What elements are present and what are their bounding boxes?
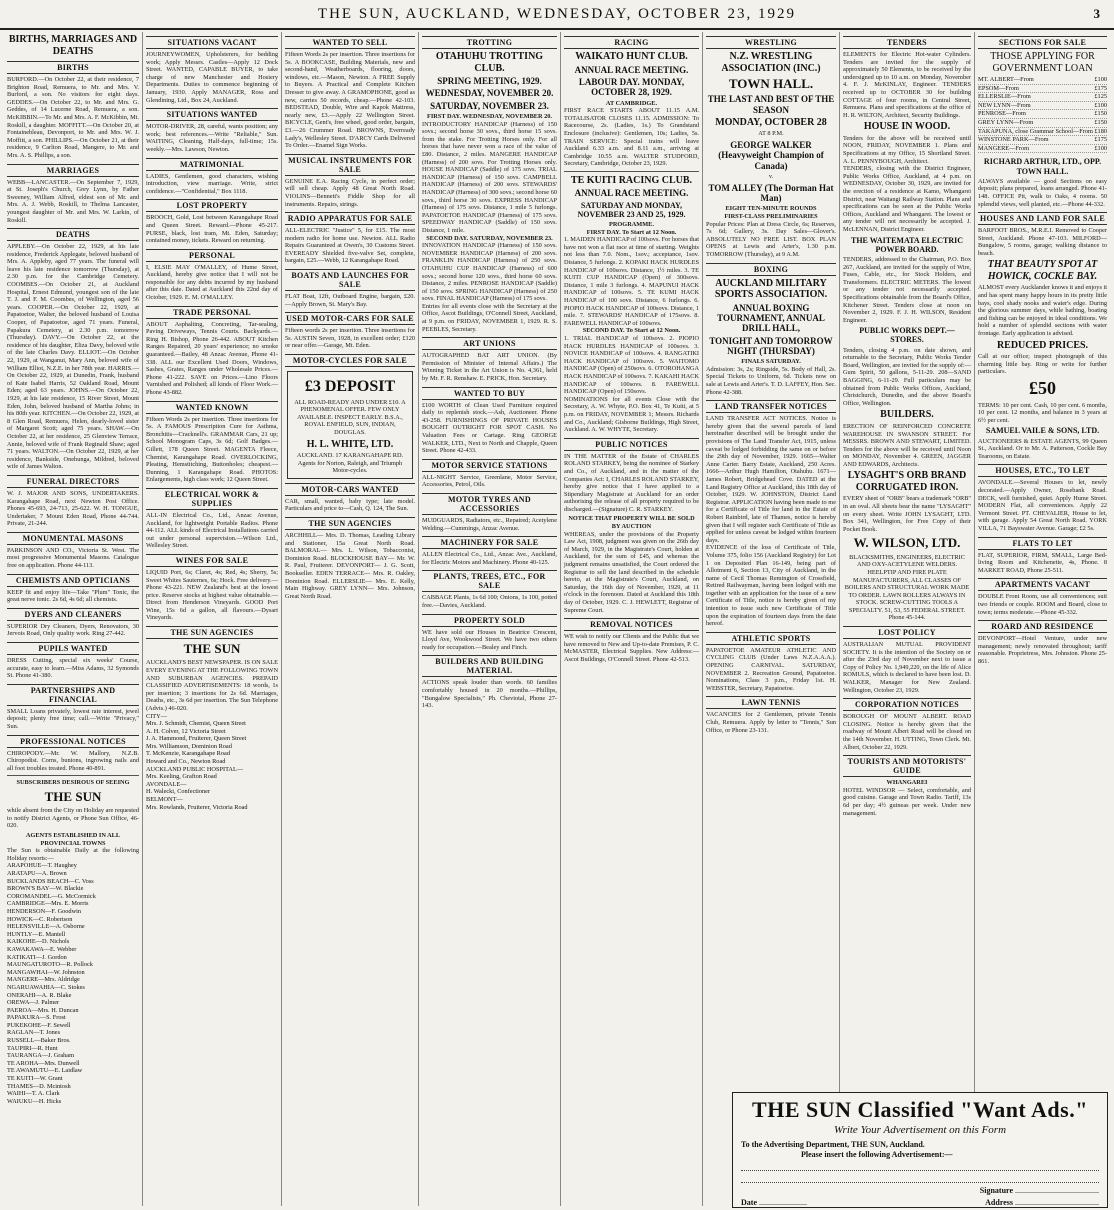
labour-day: LABOUR DAY. MONDAY, OCTOBER 28, 1929.: [578, 76, 685, 98]
tenders2-text: TENDERS, closing with the District Engineer, Public Works Office, Auckland, at 4 p.m. on WEDNESDAY, October 30, 1929, are invited for the erection of a residence at Kamo, Whangarei District, near Waitangi Railway Station. Plans and specifications can be seen at the Public Works Offices, Auckland and Whangarei. The lowest or any tender will not necessarily be accepted. J. McLENNAN, District Engineer.: [843, 165, 971, 233]
entries-text: Entries for all events close with the Secretary at the Office, Ascot Buildings, O'Connell Street, Auckland, at 9 p.m. on FRIDAY, NOVEMBER 1, 1929. R. S. PEEBLES, Secretary.: [422, 302, 557, 333]
wanted-sell-heading: WANTED TO SELL: [285, 36, 415, 49]
price-location: ELLERSLIE—From: [978, 93, 1031, 101]
chemists-text: KEEP fit and enjoy life—Take "Plum" Tonic, the great nerve tonic. 2s 6d, 4s 6d; all chemists.: [7, 588, 139, 604]
pupils-text: DRESS Cutting, special six weeks' Course, accurate, easy to learn.—Miss Adams, 32 Symonds St. Phone 41-380.: [7, 657, 139, 680]
price-row: [978, 128, 1107, 137]
professional-heading: PROFESSIONAL NOTICES: [7, 735, 139, 748]
white-name: H. L. WHITE, LTD.: [306, 438, 394, 450]
agent-list-item: TE AROHA—Mrs. Dunwell: [7, 1059, 80, 1067]
apartments-heading: APARTMENTS VACANT: [978, 578, 1107, 591]
column-racing: [561, 32, 703, 1206]
programme: PROGRAMME.: [609, 221, 654, 229]
price-row: [978, 145, 1107, 154]
pwd-text: Tenders, closing 4 p.m. on date shown, and returnable to the Secretary, Public Works Tender Board, Wellington, are invited for the supply of:— Gum Spirit, 50 gallons, 5-11-29. 208—SAND BAGGING, 6-11-29. Full particulars may be obtained from Public Works Offices, Auckland, Christchurch, Dunedin, and the above Board's Office, Wellington.: [843, 346, 971, 407]
motor-service-heading: MOTOR SERVICE STATIONS: [422, 459, 557, 472]
kuiti-dates: SATURDAY AND MONDAY, NOVEMBER 23 AND 25, 1929.: [577, 200, 686, 219]
city-agent-item: J. A. Hammond, Fruiterer, Queen Street: [146, 735, 247, 743]
date-label: Date: [741, 1198, 757, 1207]
price-location: WINSTONE PARK—From: [978, 136, 1049, 144]
agent-list-item: OREWA—J. Palmer: [7, 999, 60, 1007]
kuiti-meeting: ANNUAL RACE MEETING.: [574, 188, 689, 199]
kuiti-first-text: 1. MAIDEN HANDICAP of 100sovs. For horses that have not won a flat race at time of starting. Weights not less than 7.0. Nom., 1sov.; acceptance, 1sov. Distance, 5 furlongs. 2. KOPAKI HACK HURDLES HANDICAP of 100sovs. Distance, 1½ miles. 3. TE KUITI CUP HANDICAP (Open) of 300sovs. Distance, 1 mile 3 furlongs. 4. MAPUNUI HACK HANDICAP of 100sovs. 5. TE KUMI HACK HANDICAP of 100 sovs. Distance, 6 furlongs. 6. PIOPIO HACK HANDICAP of 100sovs. Distance, 1 mile. 7. STEWARDS' HANDICAP of 175sovs. 8. FAREWELL HANDICAP of 100sovs.: [564, 236, 699, 327]
cars-wanted-heading: MOTOR-CARS WANTED: [285, 483, 415, 496]
kuiti-second-text: 1. TRIAL HANDICAP of 100sovs. 2. PIOPIO HACK HURDLES HANDICAP of 100sovs. 3. NOVICE HANDICAP of 100sovs. 4. RANGATIKI HACK HANDICAP of 100sovs. 5. WAITOMO HANDICAP (Open) of 250sovs. 6. OTOROHANGA HACK HANDICAP of 100sovs. 7. KAKAHI HACK HANDICAP of 100sovs. 8. FAREWELL HANDICAP (Open) of 150sovs.: [564, 335, 699, 396]
tenders-text: ELEMENTS for Electric Hot-water Cylinders. Tenders are invited for the supply of approximately 50 Elements, to be received by the undersigned up to 10 a.m. on Monday, November 4. F. J. McKINLAY, Engineer. TENDERS received up to OCTOBER 30 for building COTTAGE of four rooms, in Central Street, Remuera. Plans and specifications at the office of H. R. WILTON, Architect, Security Buildings.: [843, 51, 971, 119]
classified-form: [732, 1092, 1108, 1208]
agent-list-item: PUKEKOHE—F. Sewell: [7, 1021, 71, 1029]
wanted-buy-text: £100 WORTH of Clean Used Furniture required daily to replenish stock.—Ash, Auctioneer. Phone 43-258. FURNISHINGS OF PRIVATE HOUSES BOUGHT OUTRIGHT FOR SPOT CASH. No Valuation Fees or Cartage. Ring GEORGE WALKER, LTD., Next to North and Chapple, Queen Street. Phone 42-433.: [422, 401, 557, 455]
agent-list-item: KATIKATI—J. Gordon: [7, 953, 67, 961]
athletic-text: PAPATOETOE AMATEUR ATHLETIC AND CYCLING CLUB (Under Laws N.Z.A.A.A.). OPENING CARNIVAL. SATURDAY, NOVEMBER 2. Recreation Ground, Papatoetoe. Nominations, Class 3 p.m., Friday 1st. H. WEBSTER, Secretary, Papatoetoe.: [706, 646, 836, 692]
alley: TOM ALLEY (The Dorman Hat Man): [708, 182, 834, 204]
wrestling-assoc: N.Z. WRESTLING ASSOCIATION (INC.): [721, 51, 821, 74]
reduced-text: Call at our office; inspect photograph of this charming little bay. Ring or write for further particulars.: [978, 353, 1107, 376]
deposit-headline: £3 DEPOSIT: [304, 378, 396, 396]
agent-list-item: KAIKOHE—D. Nichols: [7, 938, 70, 946]
column-sections: [975, 32, 1110, 1206]
beauty-heading: THAT BEAUTY SPOT AT HOWICK, COCKLE BAY.: [987, 259, 1098, 282]
reduced-heading: REDUCED PRICES.: [996, 339, 1089, 351]
motor-service-text: ALL-NIGHT Service, Greenlane, Motor Service, Accessories, Petrol, Oils.: [422, 473, 557, 489]
city-agent-item: AVONDALE—: [146, 780, 187, 788]
board-heading: ROARD AND RESIDENCE: [978, 620, 1107, 633]
cambridge: AT CAMBRIDGE.: [605, 99, 658, 107]
monumental-heading: MONUMENTAL MASONS: [7, 532, 139, 545]
radio-text: ALL-ELECTRIC "Justice" 5, for £15. The most modern radio for home use. Newton. ALL Radio Repairs Guaranteed at Owen's, 30 Customs Street. EVEREADY Shielded five-valve Set, complete, bargain, £25.—Webb, 12 Karangahape Road.: [285, 227, 415, 265]
form-date-row: Date ........................ Address ..........................................: [741, 1198, 1099, 1207]
signature-label: Signature: [979, 1186, 1013, 1195]
sections-heading: SECTIONS FOR SALE: [978, 36, 1107, 49]
vaile-text: AUCTIONEERS & ESTATE AGENTS, 99 Queen St., Auckland. Or to Mr. A. Patterson, Cockle Bay Tearooms, on Estate.: [978, 437, 1107, 460]
price-location: NEW LYNN—From: [978, 101, 1031, 109]
marriages-text: WEBB—LANCASTER.—On September 7, 1929, at St. Joseph's Church, Grey Lynn, by Father Sweeney, William Alfred, eldest son of Mr. and Mrs. A. J. Webb, Roskill, to Thelma Lancaster, youngest daughter of Mr. and Mrs. W. Larkin, of Roskill.: [7, 178, 139, 224]
form-please: Please insert the following Advertisement:—: [801, 1150, 953, 1159]
flats-text: FLAT, SUPERIOR, FIRM, SMALL, Large Bed-living Room and Kitchenette, 4s, Phone. 8 MARKET ROAD, Phone 25-511.: [978, 551, 1107, 574]
masthead: [0, 0, 1114, 30]
agencies-text: AUCKLAND'S BEST NEWSPAPER. IS ON SALE EVERY EVENING AT THE FOLLOWING TOWN AND SUBURBAN AGENCIES. PREPAID CLASSIFIED ADVERTISEMENTS: 18 words, 1s per insertion; 3 insertions for 2s 6d. Marriages, Deaths, etc., 3s 6d per insertion. The Sun Telephone (Advts.) 46-020.: [146, 659, 278, 712]
price-list: [978, 76, 1107, 153]
houses-let-heading: HOUSES, ETC., TO LET: [978, 464, 1107, 477]
funeral-heading: FUNERAL DIRECTORS: [7, 475, 139, 488]
price-row: [978, 110, 1107, 119]
agent-list-item: MANGERE—Mrs. Aldridge: [7, 976, 80, 984]
price-value: £175: [1094, 136, 1107, 144]
white-text: AUCKLAND. 17 KARANGAHAPE RD. Agents for Norton, Raleigh, and Triumph Motor-cycles.: [296, 452, 404, 475]
arthur-heading: RICHARD ARTHUR, LTD., OPP. TOWN HALL.: [983, 157, 1102, 176]
city-agent-item: CITY—: [146, 712, 167, 720]
price-value: £125: [1094, 93, 1107, 101]
monumental-text: PARKINSON AND CO., Victoria St. West. The most progressive Monumental Masons. Catalogue free on application. Phone 44-113.: [7, 546, 139, 570]
corporation-heading: CORPORATION NOTICES: [843, 698, 971, 711]
prelims: FIRST-CLASS PRELIMINARIES: [724, 212, 818, 220]
matrimonial-text: LADIES, Gentlemen, good characters, wishing introduction, view marriage. Write, strict confidence.—"Confidential," Box 1118.: [146, 172, 278, 195]
machinery-text: ALLEN Electrical Co., Ltd., Anzac Ave., Auckland, for Electric Motors and Machinery. Phone 40-125.: [422, 551, 557, 566]
trade-text: ABOUT Asphalting, Concreting, Tar-sealing, Paving Driveways, Tennis Courts. Backyards.—Ring H. Bishop, Phone 26-442. ABOUT Kitchen Ranges Repaired, 20 years' experience; no smoke guaranteed.—Bailey, 48 Anzac Avenue, Phone 41-338. ALL our Excellent Used Doors, Windows, Sashes, Grates, Ranges under Wholesale Prices.—Phone 41-222. SAVE on Prices.—Lino Floors Varnished and Polished; all kinds of Floor Work.—Phone 43-882.: [146, 320, 278, 396]
used-cars-text: Fifteen words 2s per insertion. Three insertions for 5s. AUSTIN Seven, 1928, in excellent order; £120 or near offer.—Garage, Mt. Eden.: [285, 327, 415, 350]
agencies-cont-heading: THE SUN AGENCIES: [285, 517, 415, 530]
house-heading: HOUSE IN WOOD.: [863, 121, 951, 133]
radio-heading: RADIO APPARATUS FOR SALE: [285, 212, 415, 225]
form-subtitle: Write Your Advertisement on this Form: [833, 1124, 1007, 1136]
page-number: 3: [1093, 6, 1100, 21]
agent-list-item: TAURANGA—J. Graham: [7, 1052, 75, 1060]
city-agents-list: [146, 713, 278, 812]
motor-fittings-heading: MOTOR TYRES AND ACCESSORIES: [422, 493, 557, 515]
plants-text: CABBAGE Plants, 1s 6d 100; Onions, 1s 100, potted free.—Davies, Auckland.: [422, 594, 557, 609]
deposit-text: ALL ROAD-READY AND UNDER £10. A PHENOMENAL OFFER. FEW ONLY AVAILABLE. INSPECT EARLY. B.S.A., ROYAL ENFIELD, SUN, INDIAN, DOUGLAS.: [294, 398, 406, 436]
agent-list-item: KAWAKAWA—E. Webber: [7, 945, 77, 953]
subscribers-text: while absent from the City on Holiday are requested to notify District Agents, or Phone Sun Office, 46-020.: [7, 807, 139, 830]
price-value: £175: [1094, 84, 1107, 92]
first-day-text: INTRODUCTORY HANDICAP (Harness) of 150 sovs.; second horse 30 sovs., third horse 15 sovs. from the stake. For Trotting Horses only. For all horses that have never won a race of the value of £80. Distance, 2 miles. MANGERE HANDICAP (Harness) of 200 sovs. For Trotting Horses only. HOUSE HANDICAP (Saddle) of 175 sovs. TRIAL HANDICAP (Harness) of 150 sovs. CAMPBELL HANDICAP (Harness) of 200 sovs. STEWARDS' HANDICAP (Harness) of 300 sovs.; second horse 60 sovs., third horse 30 sovs. EXPRESS HANDICAP (Harness) of 175 sovs. Distance, 1 mile 5 furlongs. PAPATOETOE HANDICAP (Harness) of 175 sovs. SPEEDWAY HANDICAP (Saddle) of 150 sovs. Distance, 1 mile.: [422, 120, 557, 234]
deaths-heading: DEATHS: [7, 228, 139, 241]
sit-wanted-text: MOTOR-DRIVER, 28, careful, wants position; any work; best references.—Write "Reliable," Sun. WAITING, Cleaning, Half-days, full-time; 15s. weekly.—Mrs. Lawson, Newton.: [146, 123, 278, 153]
agencies-heading: THE SUN AGENCIES: [146, 626, 278, 639]
vaile-heading: SAMUEL VAILE & SONS, LTD.: [985, 426, 1100, 436]
finals: FINALS SATURDAY.: [741, 358, 801, 366]
agent-list-item: BROWN'S BAY—W. Blackie: [7, 885, 84, 893]
pwd-heading: PUBLIC WORKS DEPT.—STORES.: [859, 326, 955, 345]
tennis-text: VACANCIES for 2 Gentlemen, private Tennis Club, Remuera. Apply by letter to "Tennis," Sun Office, or Phone 23-131.: [706, 711, 836, 734]
versus: v.: [768, 173, 774, 181]
sit-vacant-heading: SITUATIONS VACANT: [146, 36, 278, 49]
boats-heading: BOATS AND LAUNCHES FOR SALE: [285, 269, 415, 291]
divider: [564, 171, 699, 172]
lost-policy-text: AUSTRALIAN MUTUAL PROVIDENT SOCIETY. It is the intention of the Society on or after the 23rd day of November next to issue a Copy of Policy No. 1,949,220, on the life of Alice ROMULS, which is declared to have been lost. D. WALKER, Manager for New Zealand. Wellington, October 23, 1929.: [843, 641, 971, 694]
tournament: ANNUAL BOXING TOURNAMENT, ANNUAL DRILL HALL,: [717, 302, 825, 334]
apartments-text: DOUBLE Front Room, use all conveniences; suit two friends or couple. ROOM and Board, close to town; terms moderate.—Phone 45-332.: [978, 593, 1107, 616]
form-signature-row: Signature ..........................................: [979, 1186, 1099, 1195]
price-big: £50: [1029, 377, 1056, 398]
matrimonial-heading: MATRIMONIAL: [146, 158, 278, 171]
orb-heading: LYSAGHT'S ORB BRAND CORRUGATED IRON.: [847, 470, 967, 493]
form-write-line[interactable]: [741, 1164, 1099, 1171]
agencies-logo: THE SUN: [183, 641, 241, 657]
auction-heading: NOTICE THAT PROPERTY WILL BE SOLD BY AUCTION: [568, 515, 695, 531]
sit-vacant-text: JOURNEYWOMEN, Upholsterers, for bedding work; Apply Messrs. Castles—Apply 12 Dock Street. WANTED, CAPABLE BUYER, to take charge of new Manchester and Hosiery Departments. Duties to commence beginning of January, 1930. Apply MANAGER, Ross and Glendining, Ltd., Box 24, Auckland.: [146, 51, 278, 104]
corporation-text: BOROUGH OF MOUNT ALBERT. ROAD CLOSING. Notice is hereby given that the roadway of Mount Albert Road will be closed on the 14th November. H. UTTING, Town Clerk. Mt. Albert, October 22, 1929.: [843, 713, 971, 751]
orb-text: EVERY sheet of "ORB" bears a trademark "ORB" in an oval. All sheets bear the name "LYSAGHT" on every sheet. Write JOHN LYSAGHT, LTD. Box 341, Wellington, for Free Copy of their Pocket Book.: [843, 495, 971, 533]
price-value: £100: [1094, 76, 1107, 83]
agent-list-item: PAEROA—Mrs. H. Duncan: [7, 1006, 79, 1014]
agent-list-item: PAPAKURA—S. Frost: [7, 1014, 66, 1022]
houses-let-text: AVONDALE.—Several Houses to let, newly decorated.—Apply Owner, Rosebank Road. DECK, well furnished, quiet. Apply Hume Street. MODERN Flat, all conveniences. Apply 22 Vermont Street. PT. CHEVALIER, House to let, with garage. Apply 54 Great North Road. YORK VILLA, 71 Bayswater Avenue. Garage; £2 5s.: [978, 479, 1107, 533]
price-location: TAKAPUNA, close Grammar School—From: [978, 127, 1093, 135]
waikato-text: FIRST RACE STARTS ABOUT 11.15 A.M. TOTALISATOR CLOSES 11.15. ADMISSION: To Racecourse, 2s. (Ladies, 1s.) To Grandstand Enclosure (inclusive): Gentlemen, 10s; Ladies, 5s. TRAIN SERVICE: Special trains will leave Auckland 6.33 a.m. and 8.11 a.m., arriving at Cambridge 10.55 a.m. WALTER STUDFORD, Secretary, Cambridge, October 23, 1929.: [564, 107, 699, 168]
houses-land-heading: HOUSES AND LAND FOR SALE: [979, 214, 1105, 224]
first-day-heading: FIRST DAY. WEDNESDAY, NOVEMBER 20.: [427, 113, 552, 121]
boxing-heading: BOXING: [706, 263, 836, 276]
price-location: MT. ALBERT—From: [978, 76, 1034, 83]
personal-text: I, ELSIE MAY O'MALLEY, of Hume Street, Auckland, hereby give notice that I will not be responsible for any debts incurred by my husband after this date. Dated at Auckland this 22nd day of October, 1929. E. M. O'MALLEY.: [146, 263, 278, 302]
city-agent-item: Mrs. Williamson, Dominion Road: [146, 742, 232, 750]
agent-list-item: CAMBRIDGE—Mrs. E. Morris: [7, 900, 89, 908]
city-agent-item: AUCKLAND PUBLIC HOSPITAL—: [146, 765, 244, 773]
builders-tender-text: ERECTION OF REINFORCED CONCRETE WAREHOUSE IN SWANSON STREET. For MESSRS. BROWN AND STEWART, LIMITED. Tenders for the above will be received until Noon on MONDAY, November 4. GREEN, JAGGER AND EDWARDS, Architects.: [843, 422, 971, 468]
wrestling-heading: WRESTLING: [706, 36, 836, 49]
spring-meeting: SPRING MEETING, 1929.: [437, 76, 542, 86]
first-date: WEDNESDAY, NOVEMBER 20.: [425, 88, 554, 99]
form-to-line: To the Advertising Department, THE SUN, Auckland.: [741, 1140, 925, 1149]
price-value: £180: [1094, 127, 1107, 135]
lost-policy-heading: LOST POLICY: [843, 626, 971, 639]
electrical-heading: ELECTRICAL WORK & SUPPLIES: [146, 488, 278, 510]
prelims-text: Popular Prices: Plan at Dress Circle, 6s; Reserves, 7s 6d; Gallery, 3s. Day Sales—Glover's. ABSOLUTELY NO FREE LIST. BOX PLAN OPENS at Lewis and Arter's, 1.30 p.m. TOMORROW (Thursday), at 9 A.M.: [706, 220, 836, 258]
price-location: MANGERE—From: [978, 144, 1030, 152]
price-row: [978, 85, 1107, 94]
last-best: THE LAST AND BEST OF THE SEASON: [707, 94, 835, 115]
whangarei-text: HOTEL WINDSOR — Select, comfortable, and good cuisine. Garage and Town Radio. Tariff, 13s 6d per day; 4½ guineas per week. Under new management.: [843, 786, 971, 817]
column-wanted-to-sell: [282, 32, 419, 1206]
musical-heading: MUSICAL INSTRUMENTS FOR SALE: [285, 154, 415, 176]
kuiti-club: TE KUITI RACING CLUB.: [570, 174, 693, 186]
column-trotting: [419, 32, 561, 1206]
price-row: [978, 136, 1107, 145]
removal-text: WE wish to notify our Clients and the Public that we have removed to New and Up-to-date Premises, P. C. McMASTER, Electrical Supplies. New Address:— Ascot Buildings, O'Connell Street. Phone 42-513.: [564, 633, 699, 663]
city-agent-item: A. H. Colver, 12 Victoria Street: [146, 727, 226, 735]
board-text: DEVONPORT—Hotel Venture, under new management; newly renovated throughout; tariff reasonable. Proprietress, Mrs. Johnston. Phone 25-861.: [978, 635, 1107, 665]
city-agent-item: BELMONT—: [146, 796, 183, 804]
builders-tender: BUILDERS.: [880, 409, 934, 421]
column-tenders: [840, 32, 975, 1206]
price-value: £150: [1094, 118, 1107, 126]
price-value: £100: [1094, 144, 1107, 152]
wrestling-time: AT 8 P.M.: [758, 130, 784, 138]
columns: [4, 32, 1110, 1206]
wrestling-date: MONDAY, OCTOBER 28: [715, 116, 827, 128]
deposit-ad: [287, 371, 413, 479]
professional-text: CHIROPODY.—Mr. W. Mallory, N.Z.B. Chiropodist. Corns, bunions, ingrowing nails and all foot troubles treated. Phone 40-891.: [7, 749, 139, 772]
sit-wanted-heading: SITUATIONS WANTED: [146, 108, 278, 121]
lost-heading: LOST PROPERTY: [146, 199, 278, 212]
wanted-known-heading: WANTED KNOWN: [146, 401, 278, 414]
agents-heading: AGENTS ESTABLISHED IN ALL PROVINCIAL TOWNS: [25, 832, 121, 847]
auction-text: WHEREAS, under the provisions of the Property Law Act, 1908, judgment was given on the 26th day of March, 1929, in the Magistrate's Court, holden at Auckland, for the sum of £45, and whereas the judgment remains unsatisfied, the Court ordered the Registrar to sell the land described in the schedule hereto, at the Magistrate's Court, Auckland, on Saturday, the 16th day of November, 1929, at 11 o'clock in the forenoon. Dated at Auckland this 18th day of October, 1929. C. J. HEWLETT, Registrar of Supreme Court.: [564, 530, 699, 614]
military-assoc: AUCKLAND MILITARY SPORTS ASSOCIATION.: [714, 277, 828, 301]
pupils-heading: PUPILS WANTED: [7, 642, 139, 655]
agent-list-item: ARAPOHUE—T. Haughey: [7, 862, 77, 870]
walker: GEORGE WALKER (Heavyweight Champion of Canada): [718, 140, 824, 171]
agent-list-item: HUNTLY—E. Mantell: [7, 930, 66, 938]
personal-heading: PERSONAL: [146, 249, 278, 262]
used-cars-heading: USED MOTOR-CARS FOR SALE: [286, 314, 414, 324]
price-row: [978, 119, 1107, 128]
tourists-heading: TOURISTS AND MOTORISTS' GUIDE: [843, 755, 971, 777]
agent-list-item: BUCKLANDS BEACH—C. Voss: [7, 877, 94, 885]
trade-heading: TRADE PERSONAL: [146, 306, 278, 319]
city-agent-item: Mrs. Keeling, Grafton Road: [146, 773, 217, 781]
price-location: PENROSE—From: [978, 110, 1026, 118]
rounds: EIGHT TEN-MINUTE ROUNDS: [725, 205, 817, 213]
evidence-text: EVIDENCE of the loss of Certificate of Title, Volume 375, folio 156 (Auckland Registry) for Lot 1 on Deposited Plan 16-149, being part of Allotment 6, Section 13, City of Auckland, in the name of Cecil Thomas Remington of Crossfield, Retired Railwayman, having been lodged with me together with an application for the issue of a new Certificate of Title, notice is hereby given of my intention to issue such new Certificate of Title upon the expiration of fourteen days from the date hereof.: [706, 544, 836, 628]
wilson-heading: W. WILSON, LTD.: [853, 535, 961, 551]
athletic-heading: ATHLETIC SPORTS: [706, 632, 836, 645]
agent-list-item: TE KUITI—W. Grant: [7, 1075, 63, 1083]
wines-text: LIQUID Port, 6s; Claret, 4s; Red, 4s; Sherry, 5s; Sweet Whites Sauternes, 6s; Hock. Free delivery.—Phone 43-221. NEW Zealand's best at the lowest price. Reserve stocks at highest value obtainable.—Direct from Henderson Vineyards. GOOD Port Wine, 15s 6d a gallon, all flavours.—Dysart Vineyards.: [146, 568, 278, 622]
power-board: THE WAITEMATA ELECTRIC POWER BOARD.: [850, 235, 964, 254]
waikato-meeting: ANNUAL RACE MEETING.: [574, 64, 689, 75]
boxing-text: Admission: 3s, 2s; Ringside, 5s. Body of Hall, 2s. Special Tickets to Uniform, 6d. Tickets now on sale at Lewis and Arter's. T. D. LAFFEY, Hon. Sec. Phone 42-388.: [706, 365, 836, 396]
funeral-text: W. J. MAJOR AND SONS, UNDERTAKERS. Karangahape Road, next Newton Post Office. Phones 45-693, 24-713, 25-622. W. H. TONGUE, Undertaker, 7 Mount Eden Road, Phone 44-744. Private, 21-244.: [7, 489, 139, 528]
motor-fittings-text: MUDGUARDS, Radiators, etc., Repaired; Acetylene Welding.—Cummings, Anzac Avenue.: [422, 516, 557, 532]
agent-list-item: MAUNGATUROTO—R. Pollock: [7, 961, 93, 969]
price-row: [978, 102, 1107, 111]
wines-heading: WINES FOR SALE: [146, 554, 278, 567]
partnerships-text: SMALL Loans privately, lowest rate interest, jewel deposit; plenty free time; call.—Write "Privacy," Sun.: [7, 707, 139, 730]
loan-heading: THOSE APPLYING FOR GOVERNMENT LOAN: [990, 51, 1095, 74]
marriages-heading: MARRIAGES: [7, 164, 139, 177]
agent-list-item: ONERAHI—A. R. Blake: [7, 991, 72, 999]
births-text: BURFORD.—On October 22, at their residence, 7 Brighton Road, Remuera, to Mr. and Mrs. V. Burford, a son. No visitors for eight days. GEDDES.—On October 22, to Mr. and Mrs. G. Geddes, of 14 Lucerne Road, Remuera, a son. McKIBBIN.—To Mr. and Mrs. A. F. McKibbin, Mt. Roskill, a daughter. MOFFITT.—On October 20, at Fontainebleau, Devonport, to Mr. and Mrs. W. J. Moffitt, a son. PHILLIPS.—On October 21, at their residence, 9 Carlton Road, Mangere, to Mr. and Mrs. A. S. Phillips, a son.: [7, 76, 139, 159]
land-text: LAND TRANSFER ACT NOTICES. Notice is hereby given that the several parcels of land hereinafter described will be brought under the provisions of The Land Transfer Act, 1915, unless caveat be lodged forbidding the same on or before the 29th day of November, 1929. 1665—Walter Anne Carter. Barry Estate, Auckland, 250 Acres. 1666—Arthur Hugh Hamilton, Otahuhu. 1671—James Robert, Bridgehead Cove. DATED at the Land Registry Office at Auckland, this 18th day of October, 1929. W. JOHNSTON, District Land Registrar. APPLICATION having been made to me for a Certificate of Title for land in the Estate of Robert Rainbird, late of Thames, notice is hereby given that I will register such Certificate of Title as applied for unless caveat be lodged within fourteen days.: [706, 415, 836, 544]
lost-text: BROOCH, Gold, Lost between Karangahape Road and Queen Street. Reward.—Phone 45-217. PURSE, black, lost tram, Mt. Eden, Saturday; contained money, tickets. Reward on returning.: [146, 214, 278, 245]
arthur-text: ALWAYS available — good Sections on easy deposit; plans prepared, loans arranged. Phone 41-148. OFFICE Pit, walk to Oaks, 4 rooms. 50 splendid views, well planted, etc.—Phone 44-332.: [978, 177, 1107, 208]
nominations-text: NOMINATIONS for all events Close with the Secretary, A. W. Whyte, P.O. Box 41, Te Kuiti, at 5 p.m. on FRIDAY, NOVEMBER 1; Messrs. Richards and Co., Auckland; Gisborne Buildings, High Street, Auckland. A. W. WHYTE, Secretary.: [564, 395, 699, 434]
electrical-text: ALL-IN Electrical Co., Ltd., Anzac Avenue, Auckland, for lightweight Portable Radios. Phone 44-112. ALL kinds of Electrical Installations carried out under personal supervision.—Wilson Ltd., Wellesley Street.: [146, 511, 278, 550]
musical-text: GENUINE E.A. Racing Cycle, in perfect order; will sell cheap. Apply 48 Great North Road. VIOLINS—Bennett's Fiddle Shop for all instruments. Repairs, strings.: [285, 177, 415, 208]
builders-heading: BUILDERS AND BUILDING MATERIAL: [422, 655, 557, 677]
agencies-cont-text: ARCHHILL— Mrs. D. Thomas, Leading Library and Stationer, 15a Great North Road. BALMORAL— Mrs. L. Wilson, Tobacconist, Dominion Road. BLOCKHOUSE BAY— Mr. W. R. Paul, Fruiterer. DEVONPORT— J. G. Scott, Bookseller. EDEN TERRACE— Mrs. R. Oakley, Dominion Road. ELLERSLIE— Mrs. E. Kelly, Main Highway. GREY LYNN— Mrs. Johnson, Great North Road.: [285, 532, 415, 600]
agent-list-item: WAIHI—T. A. Clark: [7, 1090, 60, 1098]
column-situations: [143, 32, 282, 1206]
subscribers-logo: THE SUN: [44, 788, 102, 804]
form-title: THE SUN Classified "Want Ads.": [752, 1097, 1088, 1122]
property-text: WE have sold our Houses in Beatrice Crescent, Lloyd Ave, Wookwood Street. We have two others ready for occupation.—Bealey and Finch.: [422, 628, 557, 651]
agent-list-item: HOWICK—C. Robertson: [7, 915, 73, 923]
public-heading: PUBLIC NOTICES: [564, 438, 699, 451]
otahuhu-club: OTAHUHU TROTTING CLUB.: [435, 51, 544, 74]
property-heading: PROPERTY SOLD: [422, 614, 557, 627]
machinery-heading: MACHINERY FOR SALE: [422, 536, 557, 549]
agent-list-item: RUSSELL—Baker Bros.: [7, 1037, 71, 1045]
tennis-heading: LAWN TENNIS: [706, 696, 836, 709]
price-row: [978, 93, 1107, 102]
tenders-heading: TENDERS: [843, 36, 971, 49]
beauty-text: ALMOST every Aucklander knows it and enjoys it and has spent many happy hours in its pretty little bays, cool shady nooks and water's edge. During the glorious summer days, while bathing, boating and fishing can be enjoyed in ideal conditions. We hold a number of splendid sections with water frontage. Early application is advised.: [978, 284, 1107, 338]
subscribers-heading: SUBSCRIBERS DESIROUS OF SEEING: [16, 779, 130, 787]
column-births-deaths: [4, 32, 143, 1206]
chemists-heading: CHEMISTS AND OPTICIANS: [7, 574, 139, 587]
address-label: Address: [985, 1198, 1013, 1207]
boats-text: FLAT Boat, 12ft, Outboard Engine, bargain, £20.—Apply Brown, St. Mary's Bay.: [285, 293, 415, 308]
power-text: TENDERS, addressed to the Chairman, P.O. Box 267, Auckland, are invited for the supply of Wire, Fuses, Cable, etc., for Stock Holders, and Transformers. ELECTRIC METERS. The lowest or any tender not necessarily accepted. Specifications obtainable from the Board's Office, Kitchener Street. Tenders close at noon on November 2, 1929. F. J. H. WILSON, Resident Engineer.: [843, 255, 971, 324]
price-location: EPSOM—From: [978, 84, 1019, 92]
cars-wanted-text: CAR, small, wanted, baby type; late model. Particulars and price to—Cash, Q. 124, The Sun.: [285, 497, 415, 513]
art-heading: ART UNIONS: [422, 337, 557, 350]
agents-intro: The Sun is obtainable Daily at the following Holiday resorts:—: [7, 847, 139, 862]
kuiti-first-heading: FIRST DAY. To Start at 12 Noon.: [586, 228, 677, 236]
price-location: GREY LYNN—From: [978, 118, 1034, 126]
agent-list-item: RAGLAN—T. Jones: [7, 1029, 61, 1037]
land-heading: LAND TRANSFER NOTICES: [706, 400, 836, 413]
houses-land-text: BARFOOT BROS., M.R.E.I. Removed to Cooper Street, Auckland. Phone 47-103. MILFORD—Bungalow, 5 rooms, garage; walking distance to beach.: [978, 227, 1107, 257]
whangarei-heading: WHANGAREI: [886, 779, 928, 787]
city-agent-item: Mrs. J. Schmidt, Chemist, Queen Street: [146, 720, 246, 728]
agent-list-item: THAMES—D. Mcintosh: [7, 1082, 71, 1090]
city-agent-item: Mrs. Rowlands, Fruiterer, Victoria Road: [146, 803, 248, 811]
wanted-buy-heading: WANTED TO BUY: [422, 387, 557, 400]
price-value: £150: [1094, 110, 1107, 118]
plants-heading: PLANTS, TREES, ETC., FOR SALE: [422, 570, 557, 592]
agent-list-item: COROMANDEL—G. McCormick: [7, 892, 96, 900]
masthead-title: THE SUN, AUCKLAND, WEDNESDAY, OCTOBER 23, 1929: [317, 5, 797, 22]
price-row: [978, 76, 1107, 85]
agent-list-item: WAIUKU—H. Hicks: [7, 1097, 62, 1105]
agent-list-item: TAUPIRI—R. Hunt: [7, 1044, 58, 1052]
second-day-heading: SECOND DAY. SATURDAY, NOVEMBER 23.: [426, 234, 553, 242]
city-agent-item: H. Walecki, Confectioner: [146, 788, 211, 796]
second-date: SATURDAY, NOVEMBER 23.: [430, 100, 549, 111]
removal-heading: REMOVAL NOTICES: [564, 618, 699, 631]
divider: [7, 775, 139, 776]
kuiti-second-heading: SECOND DAY. To Start at 12 Noon.: [582, 327, 681, 335]
partnerships-heading: PARTNERSHIPS AND FINANCIAL: [7, 684, 139, 706]
house-text: Tenders for the above will be received until NOON, FRIDAY, NOVEMBER 1. Plans and Specifications at my Office, 15 Shortland Street. A. L. PENNYBOUGH, Architect.: [843, 134, 971, 165]
agent-list-item: NGARUAWAHIA—C. Stokes: [7, 983, 85, 991]
form-write-line[interactable]: [741, 1176, 1099, 1183]
dyers-text: SUPERIOR Dry Cleaners, Dyers, Renovators, 30 Jervois Road, Only quality work. Ring 27-442.: [7, 622, 139, 638]
flats-heading: FLATS TO LET: [978, 537, 1107, 550]
deaths-text: APPLEBY.—On October 22, 1929, at his late residence, Frederick Applegate, beloved husband of Mrs. A. Appleby, aged 77 years. The funeral will leave his late residence tomorrow (Thursday), at 2.30 p.m. for the Cambridge Cemetery. COOMBES.—On October 21, at Auckland Hospital, Ernest Edmund, youngest son of the late T. J. and F. M. Coombes, of Wellington, aged 56 years. COOPER.—On October 22, 1929, at Papatoetoe, Walter, the beloved husband of Louisa Cooper, of Papatoetoe, aged 71 years. Funeral, Papakura Cemetery, at 2.30 p.m. tomorrow (Thursday). DAVY.—On October 22, at the residence of his daughter, Eliza Davy, beloved wife of the late Charles Davy. ELLIOT.—On October 22, 1929, at Wanganui, Mary Ann, beloved wife of William Elliot, N.Z.E. in her 78th year. HARRIS.—On October 22, 1929, at Dunedin, Frank, husband of Kate Isabel Harris, 52 Oakland Road, Mount Eden; aged 63 years. JOHNS.—On October 22, 1929, at his late residence, 15 River Street, Mount Eden, John, beloved husband of Martha Johns; in his 80th year. KITCHEN.—On October 22, 1929, at 8 Glen Road, Remuera, Helen, dearly-loved sister of Margaret Scott; aged 75 years. SHAW.—On October 22, at her residence, 25 Glenview Terrace, Annie, beloved wife of Frank Reginald Shaw; aged 71 years. WALTON.—On October 22, 1929, at her residence, Bankside, Onehunga, Mildred, beloved wife of James Walton.: [7, 243, 139, 471]
trotting-heading: TROTTING: [422, 36, 557, 49]
agent-list-item: HENDERSON—F. Goodwin: [7, 907, 82, 915]
public-text: IN THE MATTER of the Estate of CHARLES ROLAND STARKEY, being the nominee of Starkey and Co., of Auckland, and in the matter of the Companies Act: I, CHARLES ROLAND STARKEY, hereby give notice that I have applied to a Stipendiary Magistrate at Auckland for an order authorising the release of all property required to be discharged.—(Signature) C. R. STARKEY.: [564, 452, 699, 513]
section-title-bmd: BIRTHS, MARRIAGES AND DEATHS: [8, 34, 138, 57]
agent-list-item: HELENSVILLE—A. Osborne: [7, 923, 85, 931]
town-hall: TOWN HALL.: [728, 76, 814, 91]
column-wrestling: [703, 32, 840, 1206]
price-value: £100: [1094, 101, 1107, 109]
agent-list-item: MANGAWHAI—W. Johnston: [7, 968, 85, 976]
city-agent-item: T. McKenzie, Karangahape Road: [146, 750, 230, 758]
dyers-heading: DYERS AND CLEANERS: [7, 608, 139, 621]
wanted-sell-text: Fifteen Words 2s per insertion. Three insertions for 5s. A BOOKCASE, Building Materials, new and second-hand, Weatherboards, flooring, doors, windows, etc.—Mason, Newton. A FREE Supply to Buyers. A Practical and Complete Kitchen Dresser to give away. A GRAMOPHONE, good as new, carries 50 records, cheap.—Phone 42-103. BEDSTEAD, Double, Wire and Kapok Mattress, nearly new, £3.—Apply 22 Wellington Street. BICYCLE, Gent's, free wheel, good order, bargain, £3.—26 Crummer Road. BROWNS, Everready Lady's, Wellesley Street. D'ARCY Cards Delivered To Order.—Enamel Sign Works.: [285, 51, 415, 150]
agent-list-item: TE AWAMUTU—E. Laidlaw: [7, 1067, 83, 1075]
racing-heading: RACING: [564, 36, 699, 49]
waikato-club: WAIKATO HUNT CLUB.: [575, 51, 688, 62]
tonight: TONIGHT AND TOMORROW NIGHT (THURSDAY): [709, 335, 833, 356]
wilson-text: BLACKSMITHS, ENGINEERS, ELECTRIC AND OXY-ACETYLENE WELDERS. HEELPTIP AND FIRE PLATE MANUFACTURERS, ALL CLASSES OF BOILERS AND STRUCTURAL WORK MADE TO ORDER. LAWN ROLLERS ALWAYS IN STOCK. SCREW-CUTTING TOOLS A SPECIALTY. 51, 53, 55 FEDERAL STREET. Phone 45-144.: [844, 553, 970, 622]
births-heading: BIRTHS: [7, 61, 139, 74]
price-text: TERMS: 10 per cent. Cash, 10 per cent. 6 months, 10 per cent. 12 months, and balance in 3 years at 6½ per cent.: [978, 401, 1107, 424]
agents-list: [7, 862, 139, 1105]
second-day-text: INNOVATION HANDICAP (Harness) of 150 sovs. NOVEMBER HANDICAP (Harness) of 200 sovs. FRANKLIN HANDICAP (Harness) of 250 sovs. OTAHUHU CUP HANDICAP (Harness) of 600 sovs.; second horse 120 sovs., third horse 60 sovs. Distance, 2 miles. PENROSE HANDICAP (Saddle) of 150 sovs. SPRING HANDICAP (Harness) of 250 sovs. FINAL HANDICAP (Harness) of 175 sovs.: [422, 242, 557, 303]
art-text: AUTOGRAPHED BAT ART UNION. (By Permission of Minister of Internal Affairs.) The Winning Ticket in the Art Union is No. 4,361, held by Mr. F. R. Renshaw. E. FRICK, Hon. Secretary.: [422, 352, 557, 383]
agent-list-item: ARATAPU—A. Brown: [7, 870, 67, 878]
motorcycles-heading: MOTOR-CYCLES FOR SALE: [285, 354, 415, 367]
wanted-known-text: Fifteen Words 2s per insertion. Three insertions for 5s. A FAMOUS Prescription Cure for Asthma, Bronchitis—Cracknell's. GRAMMAR Cars, 21 up; School Monogram Caps, 3s 6d; Golf Badges.—Gillett, 178 Queen Street. MAGENTA Fleece, Chemist, Karangahape Road. OVERLOCKING, Pleating, Hemstitching, Buttonholes; cheapest.—Dunning, 1 Karangahape Road. PHOTOS: Enlargements, high class work; 12 Queen Street.: [146, 415, 278, 484]
builders-text: ACTIONS speak louder than words. 60 families comfortably housed in 20 months.—Phillips, "Bungalow Specialists," Ph. Cheviotal, Phone 27-143.: [422, 679, 557, 710]
city-agent-item: Howard and Co., Newton Road: [146, 758, 226, 766]
